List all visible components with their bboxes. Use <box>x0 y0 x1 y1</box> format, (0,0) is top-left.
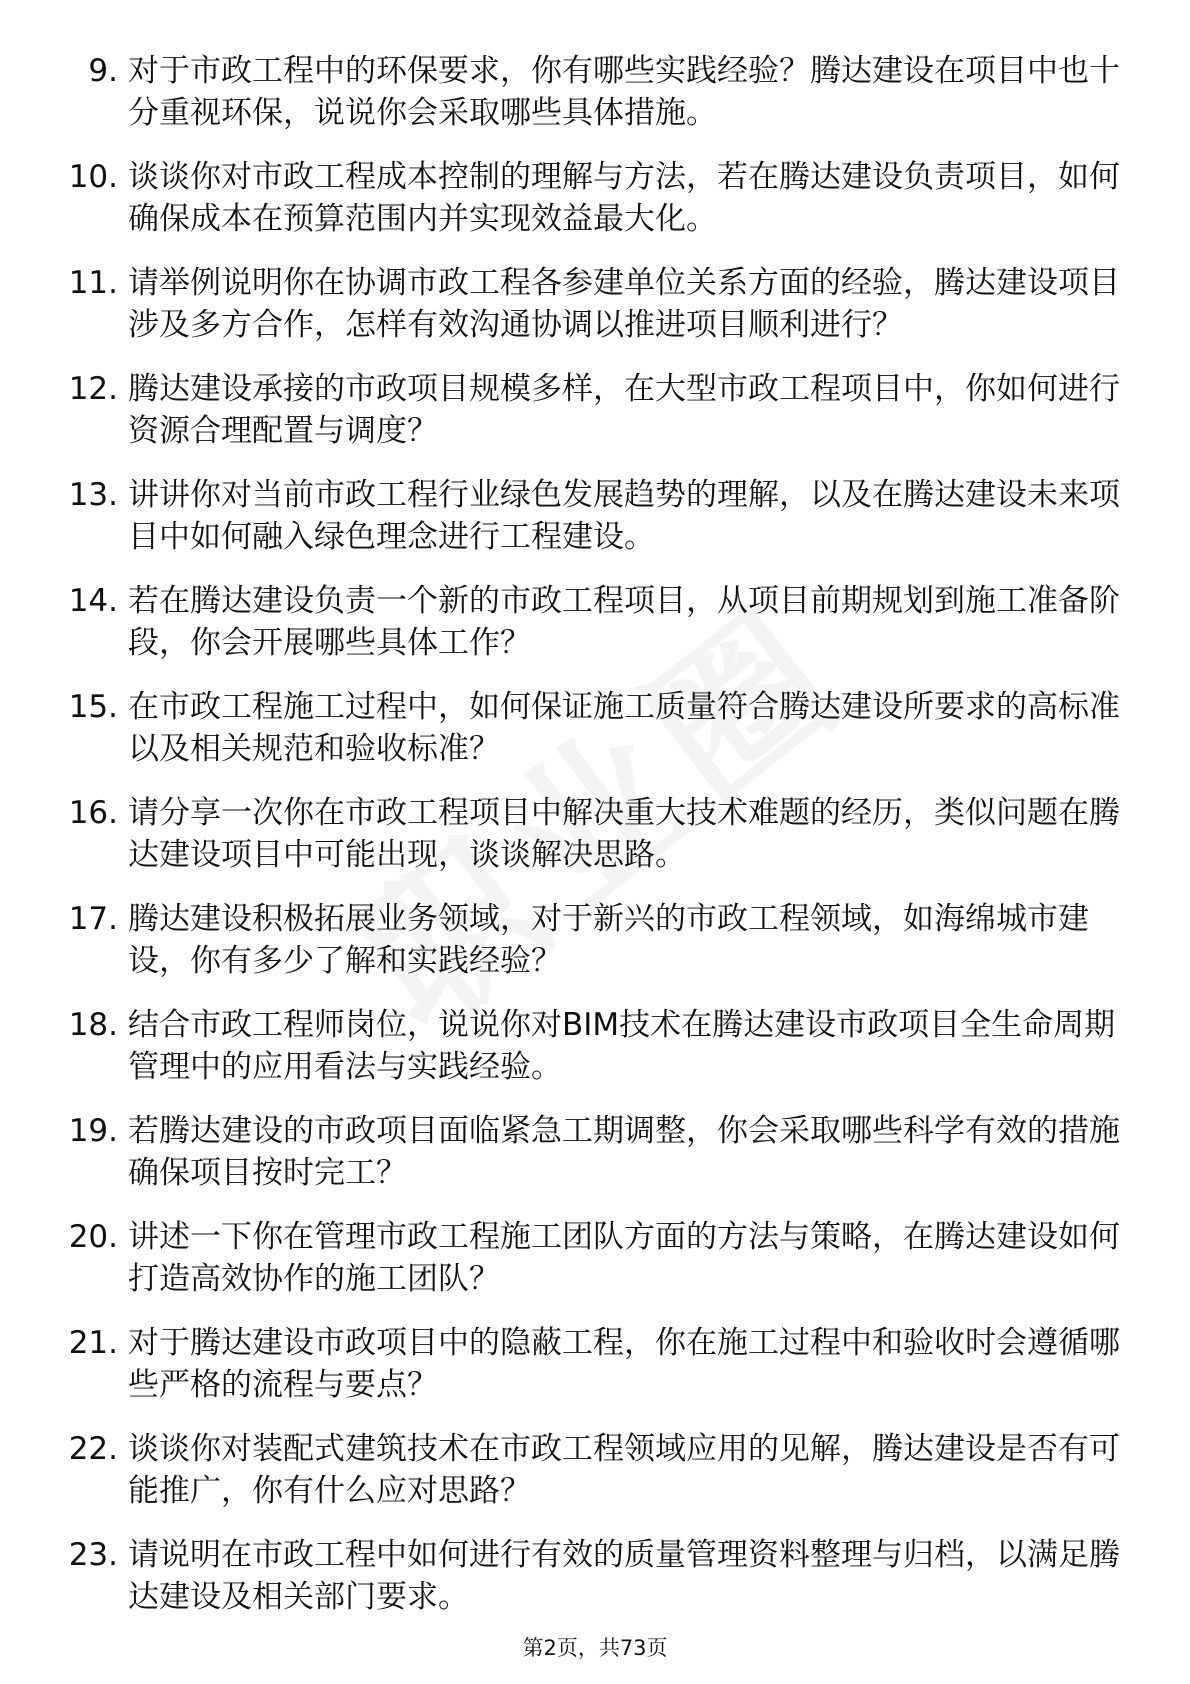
question-item <box>56 1534 1136 1618</box>
question-number: 11. <box>68 265 118 301</box>
question-number: 12. <box>68 371 118 407</box>
question-number: 16. <box>68 795 118 831</box>
question-number: 9. <box>88 53 118 89</box>
question-list <box>56 50 1136 1640</box>
question-text: 请举例说明你在协调市政工程各参建单位关系方面的经验，腾达建设项目涉及多方合作，怎样有效沟通协调以推进项目顺利进行？ <box>128 265 1120 343</box>
question-text: 讲讲你对当前市政工程行业绿色发展趋势的理解，以及在腾达建设未来项目中如何融入绿色理念进行工程建设。 <box>128 477 1120 555</box>
question-item <box>56 156 1136 240</box>
question-text: 谈谈你对装配式建筑技术在市政工程领域应用的见解，腾达建设是否有可能推广，你有什么应对思路？ <box>128 1431 1120 1509</box>
question-text: 对于腾达建设市政项目中的隐蔽工程，你在施工过程中和验收时会遵循哪些严格的流程与要点？ <box>128 1325 1120 1403</box>
question-text: 腾达建设承接的市政项目规模多样，在大型市政工程项目中，你如何进行资源合理配置与调度？ <box>128 371 1120 449</box>
question-number: 20. <box>68 1219 118 1255</box>
question-item <box>56 474 1136 558</box>
question-item <box>56 1322 1136 1406</box>
question-text: 讲述一下你在管理市政工程施工团队方面的方法与策略，在腾达建设如何打造高效协作的施工团队？ <box>128 1219 1120 1297</box>
question-number: 23. <box>68 1537 118 1573</box>
question-number: 21. <box>68 1325 118 1361</box>
question-item <box>56 1004 1136 1088</box>
question-text: 结合市政工程师岗位，说说你对BIM技术在腾达建设市政项目全生命周期管理中的应用看法与实践经验。 <box>128 1007 1116 1085</box>
question-number: 19. <box>68 1113 118 1149</box>
question-number: 10. <box>68 159 118 195</box>
question-item <box>56 368 1136 452</box>
question-text: 请说明在市政工程中如何进行有效的质量管理资料整理与归档，以满足腾达建设及相关部门要求。 <box>128 1537 1120 1615</box>
question-item <box>56 898 1136 982</box>
page-number: 第2页，共73页 <box>522 1636 668 1660</box>
question-number: 18. <box>68 1007 118 1043</box>
question-number: 15. <box>68 689 118 725</box>
question-text: 请分享一次你在市政工程项目中解决重大技术难题的经历，类似问题在腾达建设项目中可能出现，谈谈解决思路。 <box>128 795 1120 873</box>
question-text: 若在腾达建设负责一个新的市政工程项目，从项目前期规划到施工准备阶段，你会开展哪些具体工作？ <box>128 583 1120 661</box>
question-text: 对于市政工程中的环保要求，你有哪些实践经验？腾达建设在项目中也十分重视环保，说说你会采取哪些具体措施。 <box>128 53 1120 131</box>
question-number: 13. <box>68 477 118 513</box>
question-text: 腾达建设积极拓展业务领域，对于新兴的市政工程领域，如海绵城市建设，你有多少了解和实践经验？ <box>128 901 1089 979</box>
question-text: 谈谈你对市政工程成本控制的理解与方法，若在腾达建设负责项目，如何确保成本在预算范围内并实现效益最大化。 <box>128 159 1120 237</box>
question-item <box>56 262 1136 346</box>
question-text: 若腾达建设的市政项目面临紧急工期调整，你会采取哪些科学有效的措施确保项目按时完工？ <box>128 1113 1120 1191</box>
page-footer <box>0 1632 1190 1662</box>
question-item <box>56 686 1136 770</box>
question-number: 17. <box>68 901 118 937</box>
question-item <box>56 580 1136 664</box>
question-text: 在市政工程施工过程中，如何保证施工质量符合腾达建设所要求的高标准以及相关规范和验收标准？ <box>128 689 1120 767</box>
question-item <box>56 50 1136 134</box>
question-item <box>56 1216 1136 1300</box>
question-number: 14. <box>68 583 118 619</box>
question-item <box>56 1110 1136 1194</box>
question-item <box>56 792 1136 876</box>
question-number: 22. <box>68 1431 118 1467</box>
question-item <box>56 1428 1136 1512</box>
